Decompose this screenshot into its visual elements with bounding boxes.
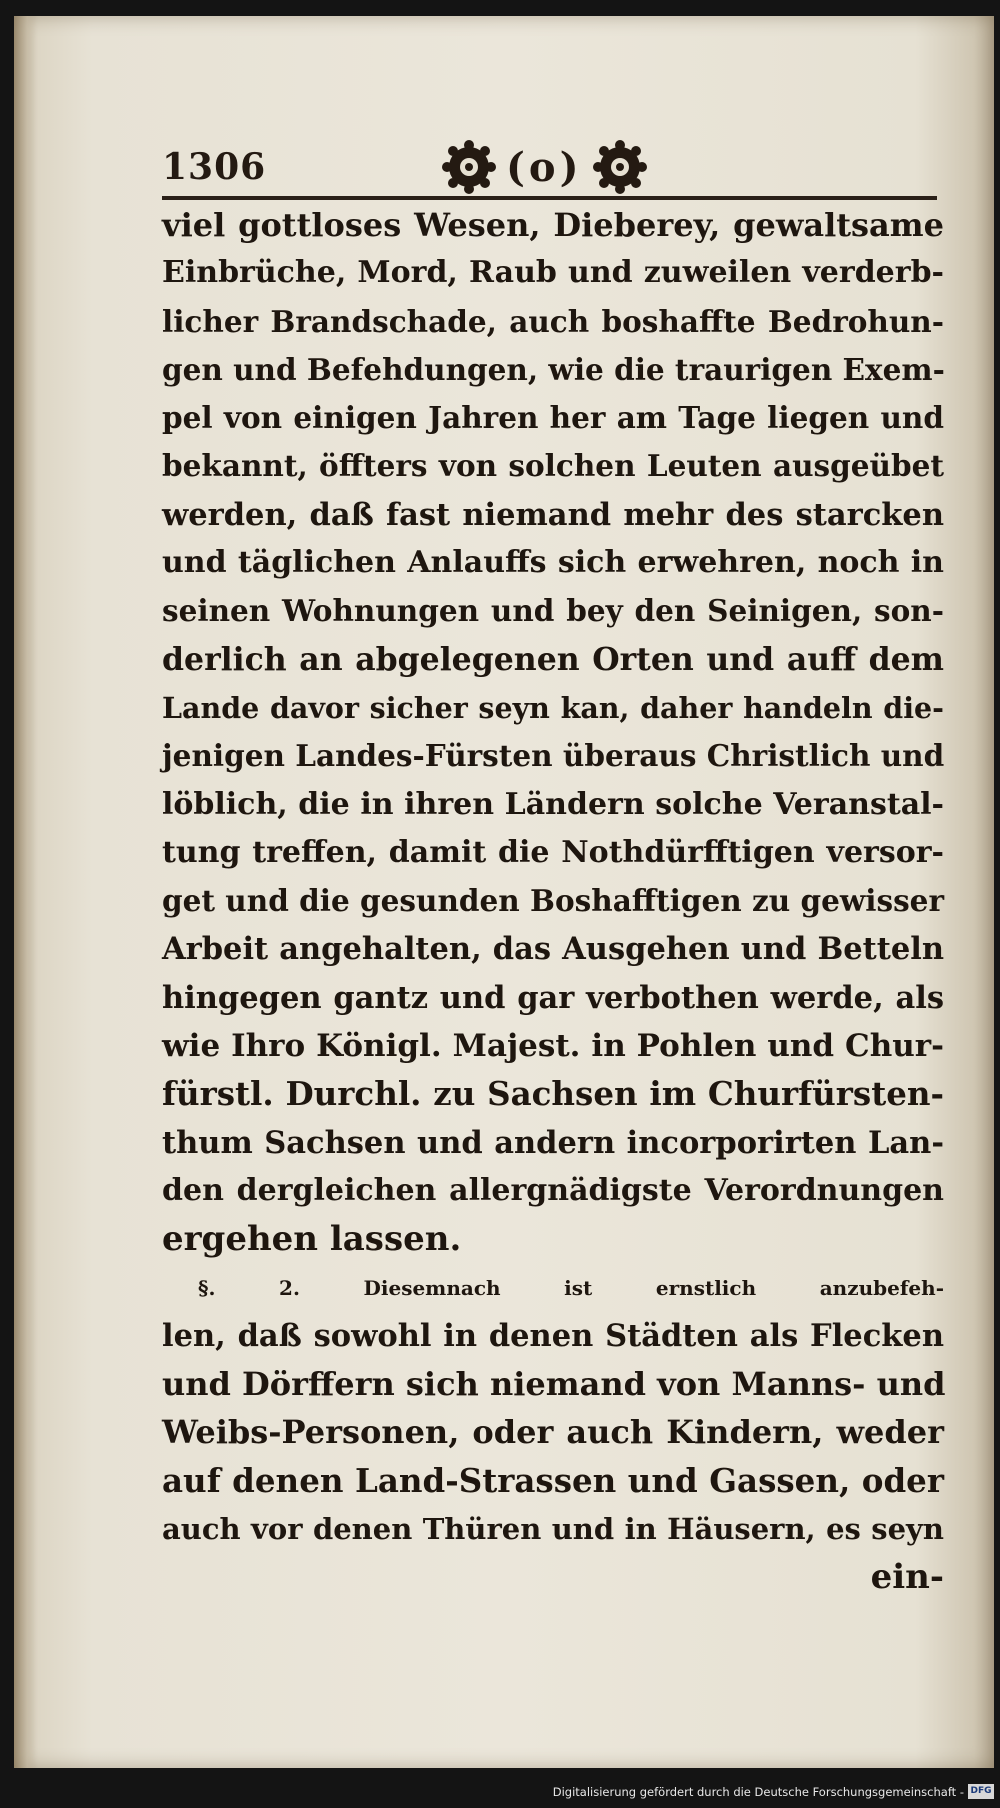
text-line: ergehen lassen. xyxy=(162,1219,462,1260)
text-line: Arbeit angehalten, das Ausgehen und Betteln xyxy=(162,931,944,968)
paragraph-start-line: §. 2. Diesemnach ist ernstlich anzubefeh- xyxy=(198,1275,944,1300)
flower-ornament-icon xyxy=(593,140,647,194)
text-line: Einbrüche, Mord, Raub und zuweilen verderb- xyxy=(162,255,944,291)
header-ornament xyxy=(442,140,647,194)
text-line: get und die gesunden Boshafftigen zu gewisser xyxy=(162,883,944,919)
funding-credit: Digitalisierung gefördert durch die Deutsche Forschungsgemeinschaft - xyxy=(552,1785,964,1799)
text-line: und täglichen Anlauffs sich erwehren, noch in xyxy=(162,545,944,581)
header-ornament-text: (o) xyxy=(506,143,583,191)
text-line: Weibs-Personen, oder auch Kindern, weder xyxy=(162,1413,944,1452)
flower-ornament-icon xyxy=(442,140,496,194)
text-line: jenigen Landes-Fürsten überaus Christlich und xyxy=(162,738,945,774)
text-line: len, daß sowohl in denen Städten als Flecken xyxy=(162,1317,944,1354)
catchword: ein- xyxy=(870,1557,944,1598)
text-line: löblich, die in ihren Ländern solche Veranstal- xyxy=(162,786,944,822)
body-text xyxy=(162,201,944,1602)
text-line: den dergleichen allergnädigste Verordnungen xyxy=(162,1172,944,1208)
dfg-logo: DFG xyxy=(968,1784,994,1799)
text-line: pel von einigen Jahren her am Tage liegen und xyxy=(162,400,944,436)
text-line: licher Brandschade, auch boshaffte Bedrohun- xyxy=(162,303,944,339)
text-line: werden, daß fast niemand mehr des starcken xyxy=(162,496,944,533)
text-line: derlich an abgelegenen Orten und auff dem xyxy=(162,640,944,678)
text-line: wie Ihro Königl. Majest. in Pohlen und Chur- xyxy=(162,1028,944,1065)
book-page xyxy=(14,16,994,1768)
page-header xyxy=(162,134,937,204)
text-line: Lande davor sicher seyn kan, daher handeln die- xyxy=(162,690,944,725)
text-line: hingegen gantz und gar verbothen werde, als xyxy=(162,979,944,1016)
text-line: bekannt, öffters von solchen Leuten ausgeübet xyxy=(162,448,944,484)
text-line: viel gottloses Wesen, Dieberey, gewaltsame xyxy=(162,206,944,244)
text-line: und Dörffern sich niemand von Manns- und xyxy=(162,1365,946,1404)
text-line: thum Sachsen und andern incorporirten Lan- xyxy=(162,1124,944,1161)
text-line: auf denen Land-Strassen und Gassen, oder xyxy=(162,1460,944,1500)
header-rule xyxy=(162,196,937,200)
text-line: auch vor denen Thüren und in Häusern, es seyn xyxy=(162,1512,944,1547)
text-line: fürstl. Durchl. zu Sachsen im Churfürsten- xyxy=(162,1074,944,1114)
text-line: tung treffen, damit die Nothdürfftigen versor- xyxy=(162,834,944,870)
digitization-footer xyxy=(0,1768,1000,1808)
page-number: 1306 xyxy=(162,146,267,188)
text-line: gen und Befehdungen, wie die traurigen Exem- xyxy=(162,351,945,387)
text-line: seinen Wohnungen und bey den Seinigen, son- xyxy=(162,593,944,629)
